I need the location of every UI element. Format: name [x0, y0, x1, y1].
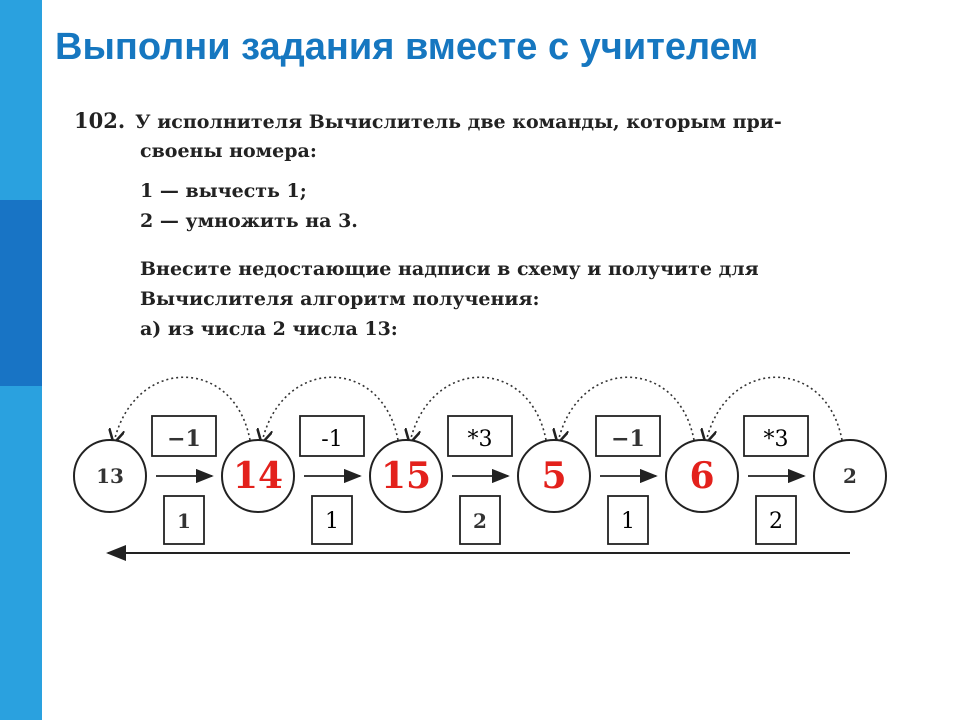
- command-label-4: 1: [621, 509, 635, 534]
- node-value-6: 2: [843, 464, 857, 488]
- task-number: 102.: [74, 108, 126, 133]
- task-line-5: а) из числа 2 числа 13:: [140, 318, 398, 340]
- node-value-1: 13: [96, 464, 124, 488]
- task-text: У исполнителя Вычислитель две команды, которым при-: [135, 111, 782, 133]
- task-line-4: Вычислителя алгоритм получения:: [140, 288, 540, 310]
- node-value-3: 15: [380, 455, 432, 497]
- operation-label-4: −1: [611, 426, 645, 452]
- command-label-1: 1: [177, 509, 191, 533]
- task-line-3: Внесите недостающие надписи в схему и получите для: [140, 258, 759, 280]
- page-title: Выполни задания вместе с учителем: [55, 26, 759, 68]
- command-label-3: 2: [473, 509, 487, 533]
- command-label-5: 2: [769, 509, 783, 534]
- command-2: 2 — умножить на 3.: [140, 210, 358, 232]
- command-1: 1 — вычесть 1;: [140, 180, 307, 202]
- node-value-4: 5: [541, 455, 567, 497]
- node-value-2: 14: [232, 455, 284, 497]
- operation-label-3: *3: [467, 427, 493, 452]
- task-line-2: своены номера:: [140, 140, 317, 162]
- operation-label-5: *3: [763, 427, 789, 452]
- node-value-5: 6: [689, 455, 715, 497]
- command-label-2: 1: [325, 509, 339, 534]
- operation-label-2: -1: [321, 427, 343, 452]
- operation-label-1: −1: [167, 426, 201, 452]
